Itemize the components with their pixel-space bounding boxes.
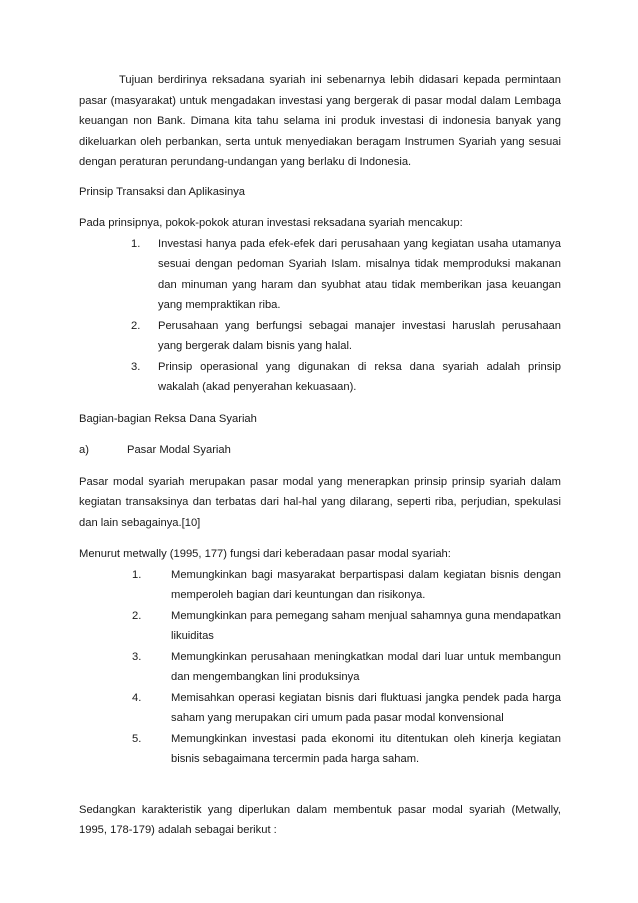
list-item	[79, 688, 561, 729]
heading-bagian-reksa-dana: Bagian-bagian Reksa Dana Syariah	[79, 412, 257, 425]
list-item	[79, 234, 561, 316]
list-number: 5.	[132, 732, 142, 745]
list-text: Investasi hanya pada efek-efek dari perusahaan yang kegiatan usaha utamanya sesuai dengan pedoman Syariah Islam. misalnya tidak memproduksi makanan dan minuman yang haram dan syubhat atau tidak memberikan jasa keuangan yang mempraktikan riba.	[158, 237, 561, 311]
subheading-text: Pasar Modal Syariah	[127, 444, 231, 456]
list-number: 1.	[132, 568, 142, 581]
list-number: 2.	[132, 609, 142, 622]
list-text: Memungkinkan investasi pada ekonomi itu ditentukan oleh kinerja kegiatan bisnis sebagaimana tercermin pada harga saham.	[171, 732, 561, 765]
list-item	[79, 316, 561, 357]
list-text: Perusahaan yang berfungsi sebagai manajer investasi haruslah perusahaan yang bergerak dalam bisnis yang halal.	[158, 319, 561, 352]
list-number: 3.	[131, 360, 141, 373]
paragraph-karakteristik: Sedangkan karakteristik yang diperlukan dalam membentuk pasar modal syariah (Metwally, 1995, 178-179) adalah sebagai berikut :	[79, 803, 561, 836]
list-item	[79, 647, 561, 688]
document-page	[79, 70, 561, 841]
list-number: 3.	[132, 650, 142, 663]
list-number: 2.	[131, 319, 141, 332]
heading-prinsip-transaksi: Prinsip Transaksi dan Aplikasinya	[79, 185, 246, 198]
list-text: Prinsip operasional yang digunakan di reksa dana syariah adalah prinsip wakalah (akad penyerahan kekuasaan).	[158, 360, 561, 393]
list-text: Memungkinkan bagi masyarakat berpartispasi dalam kegiatan bisnis dengan memperoleh bagian dari keuntungan dan risikonya.	[171, 568, 561, 601]
paragraph-pokok-aturan: Pada prinsipnya, pokok-pokok aturan investasi reksadana syariah mencakup:	[79, 217, 463, 229]
list-text: Memungkinkan para pemegang saham menjual sahamnya guna mendapatkan likuiditas	[171, 609, 561, 642]
list-number: 4.	[132, 691, 142, 704]
intro-paragraph: Tujuan berdirinya reksadana syariah ini sebenarnya lebih didasari kepada permintaan pasar (masyarakat) untuk mengadakan investasi yang bergerak di pasar modal dalam Lembaga keuangan non Bank. Dimana kita tahu selama ini produk investasi di indonesia banyak yang dikeluarkan oleh perbankan, serta untuk menyediakan beragam Instrumen Syariah yang sesuai dengan peraturan perundang-undangan yang berlaku di Indonesia.	[79, 74, 561, 168]
paragraph-pasar-modal-syariah: Pasar modal syariah merupakan pasar modal yang menerapkan prinsip prinsip syariah dalam kegiatan transaksinya dan terbatas dari hal-hal yang dilarang, seperti riba, perjudian, spekulasi dan lain sebagainya.[10]	[79, 475, 561, 529]
list-item	[79, 357, 561, 398]
list-item	[79, 606, 561, 647]
paragraph-fungsi-pasar-modal: Menurut metwally (1995, 177) fungsi dari keberadaan pasar modal syariah:	[79, 548, 451, 560]
subheading-label: a)	[79, 444, 89, 456]
list-text: Memungkinkan perusahaan meningkatkan modal dari luar untuk membangun dan mengembangkan lini produksinya	[171, 650, 561, 683]
list-fungsi-pasar-modal	[79, 565, 561, 770]
list-item	[79, 565, 561, 606]
list-pokok-aturan	[79, 234, 561, 398]
list-item	[79, 729, 561, 770]
list-text: Memisahkan operasi kegiatan bisnis dari fluktuasi jangka pendek pada harga saham yang merupakan ciri umum pada pasar modal konvensional	[171, 691, 561, 724]
subheading-pasar-modal-syariah	[79, 440, 561, 461]
list-number: 1.	[131, 237, 141, 250]
